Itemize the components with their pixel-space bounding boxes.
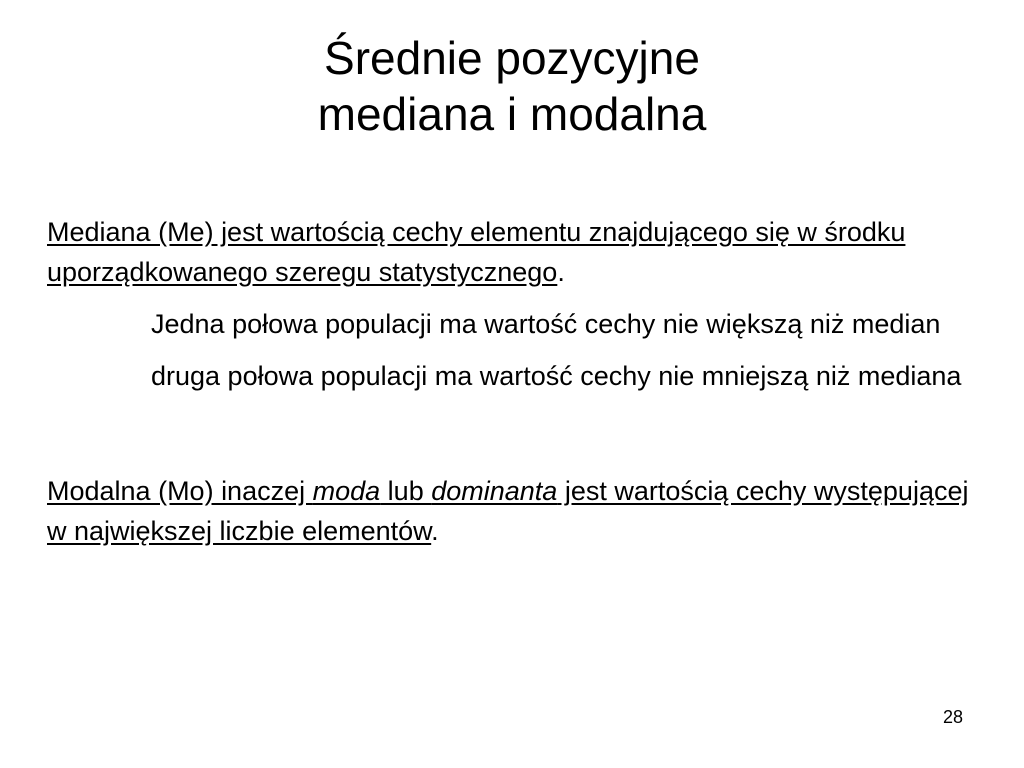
median-upper-half: druga połowa populacji ma wartość cechy nie mniejszą niż mediana <box>151 361 962 391</box>
title-line-1: Średnie pozycyjne <box>324 32 700 84</box>
mode-term-moda: moda <box>312 476 381 506</box>
mode-term-dominanta: dominanta <box>431 476 558 506</box>
title-line-2: mediana i modalna <box>317 88 707 140</box>
slide-title <box>0 30 1024 142</box>
page-number: 28 <box>942 707 963 727</box>
median-definition-paragraph <box>47 212 977 292</box>
slide-body <box>47 212 977 551</box>
mode-definition-start: Modalna (Mo) inaczej <box>47 476 313 506</box>
mode-definition-period: . <box>431 516 439 546</box>
median-definition: Mediana (Me) jest wartością cechy elementu znajdującego się w środku uporządkowanego szeregu statystycznego <box>47 217 906 287</box>
mode-definition-rest: jest wartością cechy występującej w największej liczbie elementów <box>47 476 969 546</box>
mode-definition-paragraph <box>47 471 977 551</box>
mode-definition-or: lub <box>380 476 432 506</box>
median-definition-period: . <box>557 257 565 287</box>
median-lower-half: Jedna połowa populacji ma wartość cechy nie większą niż median <box>151 309 941 339</box>
